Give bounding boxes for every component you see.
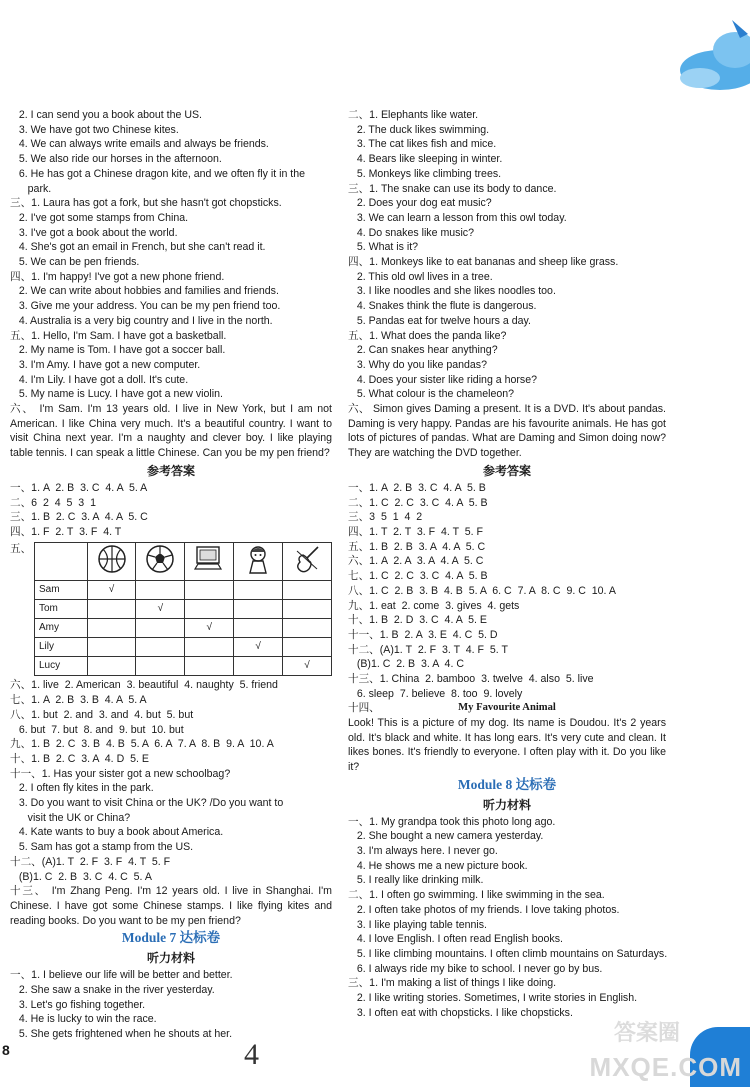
table-corner-cell: [35, 542, 88, 581]
right-paragraph-6: 六、 Simon gives Daming a present. It is a DVD. It's about pandas. Daming is very happy. Pandas are his favourite animals. He has got lots of pictures of pandas. What are Daming and Simon doing now? They are watching the DVD together.: [348, 403, 666, 460]
check-cell: √: [185, 619, 234, 638]
module7-lines: [10, 968, 332, 1042]
text-line: 5. Pandas eat for twelve hours a day.: [348, 314, 531, 327]
table-row: [35, 657, 332, 676]
row-name: Tom: [35, 600, 88, 619]
soccer-ball-icon: [136, 542, 185, 581]
text-line: 3. I often eat with chopsticks. I like chopsticks.: [348, 1006, 573, 1019]
answer-line: 二、1. C 2. C 3. C 4. A 5. B: [348, 496, 488, 509]
text-line: 3. I'm Amy. I have got a new computer.: [10, 358, 201, 371]
answer-line: (B)1. C 2. B 3. C 4. C 5. A: [10, 870, 152, 883]
row-name: Amy: [35, 619, 88, 638]
text-line: 四、1. I'm happy! I've got a new phone friend.: [10, 270, 225, 283]
answer-line: 十二、(A)1. T 2. F 3. F 4. T 5. F: [10, 855, 171, 868]
answer-line: 5. Sam has got a stamp from the US.: [10, 841, 194, 854]
text-line: 3. I like playing table tennis.: [348, 918, 487, 931]
text-line: 4. She's got an email in French, but she can't read it.: [10, 241, 266, 254]
text-line: 4. Bears like sleeping in winter.: [348, 153, 503, 166]
table-header-row: [35, 542, 332, 581]
text-line: 4. Snakes think the flute is dangerous.: [348, 300, 537, 313]
text-line: 二、1. Elephants like water.: [348, 109, 479, 121]
check-cell: √: [234, 638, 283, 657]
text-line: 2. I often take photos of my friends. I love taking photos.: [348, 903, 620, 916]
answer-line: 一、1. A 2. B 3. C 4. A 5. B: [348, 481, 486, 494]
row-name: Sam: [35, 581, 88, 600]
answer-line: 六、1. live 2. American 3. beautiful 4. naughty 5. friend: [10, 679, 278, 692]
text-line: 5. My name is Lucy. I have got a new violin.: [10, 388, 223, 401]
text-line: 2. Can snakes hear anything?: [348, 344, 498, 357]
text-line: 3. Give me your address. You can be my pen friend too.: [10, 300, 281, 313]
left-paragraph-6: 六、 I'm Sam. I'm 13 years old. I live in New York, but I am not American. I like China very much. It's a beautiful country. I want to visit China next year. I'm a naughty and clever boy. I like playing table tennis. I can speak a little Chinese. Can you be my pen friend?: [10, 403, 332, 460]
text-line: 3. I like noodles and she likes noodles too.: [348, 285, 556, 298]
answer-line: (B)1. C 2. B 3. A 4. C: [348, 658, 464, 671]
answer-line: 十、1. B 2. D 3. C 4. A 5. E: [348, 614, 487, 627]
left-answers-a: [10, 481, 332, 540]
text-line: 4. Does your sister like riding a horse?: [348, 373, 538, 386]
check-cell: [87, 619, 136, 638]
check-cell: [185, 600, 234, 619]
check-cell: [185, 657, 234, 676]
text-line: 6. I always ride my bike to school. I never go by bus.: [348, 962, 603, 975]
text-line: 5. I like climbing mountains. I often climb mountains on Saturdays.: [348, 947, 668, 960]
answer-line: 6. sleep 7. believe 8. too 9. lovely: [348, 687, 523, 700]
text-line: 4. Australia is a very big country and I live in the north.: [10, 314, 273, 327]
check-cell: [283, 600, 332, 619]
q14-title: My Favourite Animal: [458, 702, 556, 714]
text-line: 2. She bought a new camera yesterday.: [348, 830, 544, 843]
text-line: 3. I've got a book about the world.: [10, 226, 178, 239]
text-line: 5. What colour is the chameleon?: [348, 388, 515, 401]
answer-line: 十一、1. Has your sister got a new schoolbag?: [10, 767, 231, 780]
check-cell: √: [136, 600, 185, 619]
text-line: 2. I can send you a book about the US.: [10, 109, 202, 121]
row-name: Lily: [35, 638, 88, 657]
violin-icon: [283, 542, 332, 581]
text-line: 五、1. Hello, I'm Sam. I have got a basketball.: [10, 329, 227, 342]
table-row: [35, 638, 332, 657]
answer-line: 4. Kate wants to buy a book about America.: [10, 826, 224, 839]
text-line: 三、1. Laura has got a fork, but she hasn't got chopsticks.: [10, 197, 282, 210]
table-label: 五、: [10, 542, 32, 555]
answer-line: 七、1. A 2. B 3. B 4. A 5. A: [10, 694, 147, 707]
answer-line: visit the UK or China?: [10, 811, 131, 824]
module8-listening-title: 听力材料: [482, 797, 531, 812]
left-listening-lines: [10, 108, 332, 402]
check-cell: [283, 638, 332, 657]
text-line: 一、1. My grandpa took this photo long ago.: [348, 815, 556, 828]
answer-line: 一、1. A 2. B 3. C 4. A 5. A: [10, 481, 148, 494]
answer-line: 2. I often fly kites in the park.: [10, 782, 154, 795]
check-cell: [234, 619, 283, 638]
check-cell: [234, 600, 283, 619]
q14-label: 十四、: [348, 702, 380, 715]
watermark-cn: 答案圈: [613, 1020, 680, 1045]
text-line: 3. I'm always here. I never go.: [348, 845, 498, 858]
decor-cloud: [640, 0, 750, 95]
answer-line: 十三、1. China 2. bamboo 3. twelve 4. also 5. live: [348, 673, 594, 686]
right-answers: [348, 481, 666, 702]
answer-line: 八、1. C 2. B 3. B 4. B 5. A 6. C 7. A 8. C 9. C 10. A: [348, 584, 616, 597]
text-line: 三、1. I'm making a list of things I like doing.: [348, 977, 557, 990]
check-cell: [136, 657, 185, 676]
answer-line: 十二、(A)1. T 2. F 3. T 4. F 5. T: [348, 643, 508, 656]
text-line: 2. She saw a snake in the river yesterday.: [10, 984, 215, 997]
text-line: 四、1. Monkeys like to eat bananas and sheep like grass.: [348, 256, 619, 269]
answer-table: [34, 542, 332, 677]
text-line: 5. I really like drinking milk.: [348, 874, 484, 887]
text-line: 2. I've got some stamps from China.: [10, 211, 189, 224]
question-14: [348, 701, 666, 774]
answer-line: 五、1. B 2. B 3. A 4. A 5. C: [348, 540, 486, 553]
check-cell: √: [283, 657, 332, 676]
text-line: 2. We can write about hobbies and families and friends.: [10, 285, 279, 298]
text-line: 5. Monkeys like climbing trees.: [348, 167, 502, 180]
q14-paragraph: Look! This is a picture of my dog. Its name is Doudou. It's 2 years old. It's black and white. It has long ears. It's very cute and clean. It likes bones. It's friendly to everyone. I often play with it. Do you like it?: [348, 716, 666, 773]
left-column: [10, 108, 332, 1042]
check-cell: [185, 581, 234, 600]
answer-line: 九、1. B 2. C 3. B 4. B 5. A 6. A 7. A 8. B 9. A 10. A: [10, 738, 274, 751]
text-line: 4. He shows me a new picture book.: [348, 859, 528, 872]
text-line: park.: [10, 182, 52, 195]
watermark: MXQE.COM: [589, 1052, 742, 1082]
answer-line: 八、1. but 2. and 3. and 4. but 5. but: [10, 708, 194, 721]
right-listening-lines: [348, 108, 666, 402]
answer-line: 3. Do you want to visit China or the UK? /Do you want to: [10, 797, 284, 810]
right-column: [348, 108, 666, 1020]
page-number: 8: [2, 1042, 10, 1058]
module7-title: Module 7 达标卷: [121, 930, 221, 946]
text-line: 二、1. I often go swimming. I like swimming in the sea.: [348, 889, 605, 902]
text-line: 三、1. The snake can use its body to dance.: [348, 182, 557, 195]
check-cell: [283, 619, 332, 638]
check-cell: [87, 657, 136, 676]
check-cell: [136, 638, 185, 657]
left-answers-b: [10, 678, 332, 884]
text-line: 五、1. What does the panda like?: [348, 329, 507, 342]
table-row: [35, 600, 332, 619]
check-cell: [234, 581, 283, 600]
module8-lines: [348, 815, 666, 1021]
text-line: 4. Do snakes like music?: [348, 226, 474, 239]
left-paragraph-13: 十三、 I'm Zhang Peng. I'm 12 years old. I live in Shanghai. I'm Chinese. I have got some Chinese stamps. I like flying kites and reading books. Do you want to be my pen friend?: [10, 885, 332, 927]
text-line: 4. We can always write emails and always be friends.: [10, 138, 269, 151]
basketball-icon: [87, 542, 136, 581]
check-cell: [234, 657, 283, 676]
text-line: 3. Why do you like pandas?: [348, 358, 487, 371]
answer-line: 四、1. T 2. T 3. F 4. T 5. F: [348, 525, 484, 538]
answer-line: 四、1. F 2. T 3. F 4. T: [10, 525, 122, 538]
module8-title: Module 8 达标卷: [457, 776, 557, 792]
text-line: 4. He is lucky to win the race.: [10, 1013, 157, 1026]
handwritten-mark: 4: [244, 1038, 259, 1071]
check-cell: [136, 581, 185, 600]
check-cell: √: [87, 581, 136, 600]
text-line: 5. We can be pen friends.: [10, 256, 140, 269]
text-line: 3. The cat likes fish and mice.: [348, 138, 497, 151]
answer-line: 六、1. A 2. A 3. A 4. A 5. C: [348, 555, 484, 568]
text-line: 5. What is it?: [348, 241, 419, 254]
left-answers-title: 参考答案: [146, 463, 195, 478]
text-line: 2. The duck likes swimming.: [348, 123, 490, 136]
doll-icon: [234, 542, 283, 581]
text-line: 6. He has got a Chinese dragon kite, and we often fly it in the: [10, 167, 306, 180]
answer-line: 二、6 2 4 5 3 1: [10, 496, 96, 509]
check-cell: [136, 619, 185, 638]
computer-icon: [185, 542, 234, 581]
text-line: 3. Let's go fishing together.: [10, 998, 146, 1011]
answer-line: 九、1. eat 2. come 3. gives 4. gets: [348, 599, 520, 612]
check-cell: [283, 581, 332, 600]
check-cell: [87, 638, 136, 657]
answer-line: 七、1. C 2. C 3. C 4. A 5. B: [348, 570, 488, 583]
text-line: 3. We have got two Chinese kites.: [10, 123, 179, 136]
right-answers-title: 参考答案: [482, 463, 531, 478]
text-line: 5. We also ride our horses in the afternoon.: [10, 153, 222, 166]
module7-listening-title: 听力材料: [146, 951, 195, 966]
text-line: 3. We can learn a lesson from this owl today.: [348, 211, 567, 224]
check-cell: [185, 638, 234, 657]
text-line: 4. I'm Lily. I have got a doll. It's cute.: [10, 373, 189, 386]
answer-line: 三、1. B 2. C 3. A 4. A 5. C: [10, 511, 148, 524]
table-row: [35, 619, 332, 638]
text-line: 2. I like writing stories. Sometimes, I write stories in English.: [348, 992, 638, 1005]
text-line: 一、1. I believe our life will be better and better.: [10, 969, 233, 982]
check-cell: [87, 600, 136, 619]
answer-line: 十一、1. B 2. A 3. E 4. C 5. D: [348, 628, 498, 641]
answer-line: 三、3 5 1 4 2: [348, 511, 423, 524]
text-line: 5. She gets frightened when he shouts at her.: [10, 1028, 233, 1041]
text-line: 2. Does your dog eat music?: [348, 197, 492, 210]
text-line: 4. I love English. I often read English books.: [348, 933, 563, 946]
text-line: 2. My name is Tom. I have got a soccer ball.: [10, 344, 226, 357]
answer-table-block: [10, 542, 332, 677]
answer-line: 十、1. B 2. C 3. A 4. D 5. E: [10, 752, 149, 765]
row-name: Lucy: [35, 657, 88, 676]
text-line: 2. This old owl lives in a tree.: [348, 270, 493, 283]
answer-line: 6. but 7. but 8. and 9. but 10. but: [10, 723, 184, 736]
table-row: [35, 581, 332, 600]
